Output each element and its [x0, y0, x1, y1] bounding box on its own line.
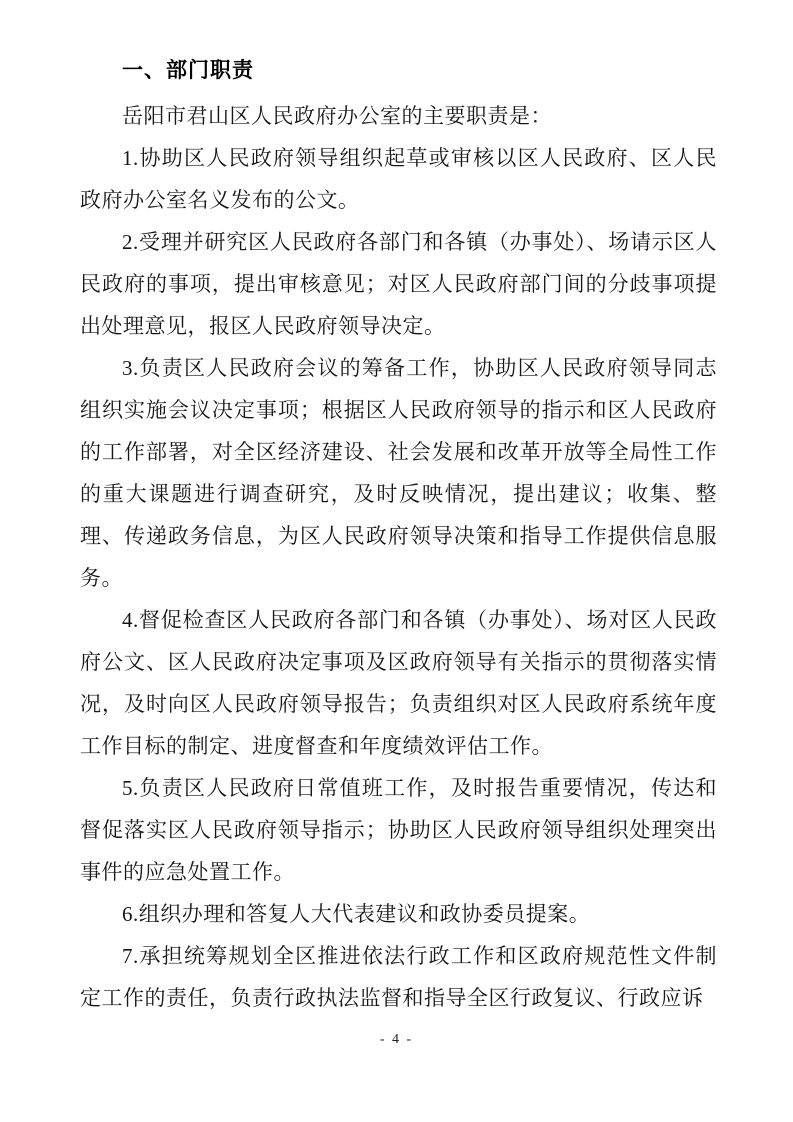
duty-item-5: 5.负责区人民政府日常值班工作，及时报告重要情况，传达和督促落实区人民政府领导指示；协助区人民政府领导组织处理突出事件的应急处置工作。	[80, 776, 717, 884]
duty-item-6: 6.组织办理和答复人大代表建议和政协委员提案。	[122, 902, 591, 926]
intro-paragraph: 岳阳市君山区人民政府办公室的主要职责是：	[122, 104, 552, 128]
duty-item-7: 7.承担统筹规划全区推进依法行政工作和区政府规范性文件制定工作的责任，负责行政执法监督和指导全区行政复议、行政应诉	[80, 944, 717, 1010]
duty-item-3: 3.负责区人民政府会议的筹备工作，协助区人民政府领导同志组织实施会议决定事项；根据区人民政府领导的指示和区人民政府的工作部署，对全区经济建设、社会发展和改革开放等全局性工作的重大课题进行调查研究，及时反映情况，提出建议；收集、整理、传递政务信息，为区人民政府领导决策和指导工作提供信息服务。	[80, 356, 717, 590]
section-heading: 一、部门职责	[122, 59, 254, 82]
duty-item-2: 2.受理并研究区人民政府各部门和各镇（办事处）、场请示区人民政府的事项，提出审核意见；对区人民政府部门间的分歧事项提出处理意见，报区人民政府领导决定。	[80, 230, 717, 338]
duty-item-4: 4.督促检查区人民政府各部门和各镇（办事处）、场对区人民政府公文、区人民政府决定事项及区政府领导有关指示的贯彻落实情况，及时向区人民政府领导报告；负责组织对区人民政府系统年度工作目标的制定、进度督查和年度绩效评估工作。	[80, 608, 717, 758]
duty-item-1: 1.协助区人民政府领导组织起草或审核以区人民政府、区人民政府办公室名义发布的公文。	[80, 146, 717, 212]
document-body	[80, 50, 717, 1019]
page-number: - 4 -	[379, 1032, 414, 1047]
